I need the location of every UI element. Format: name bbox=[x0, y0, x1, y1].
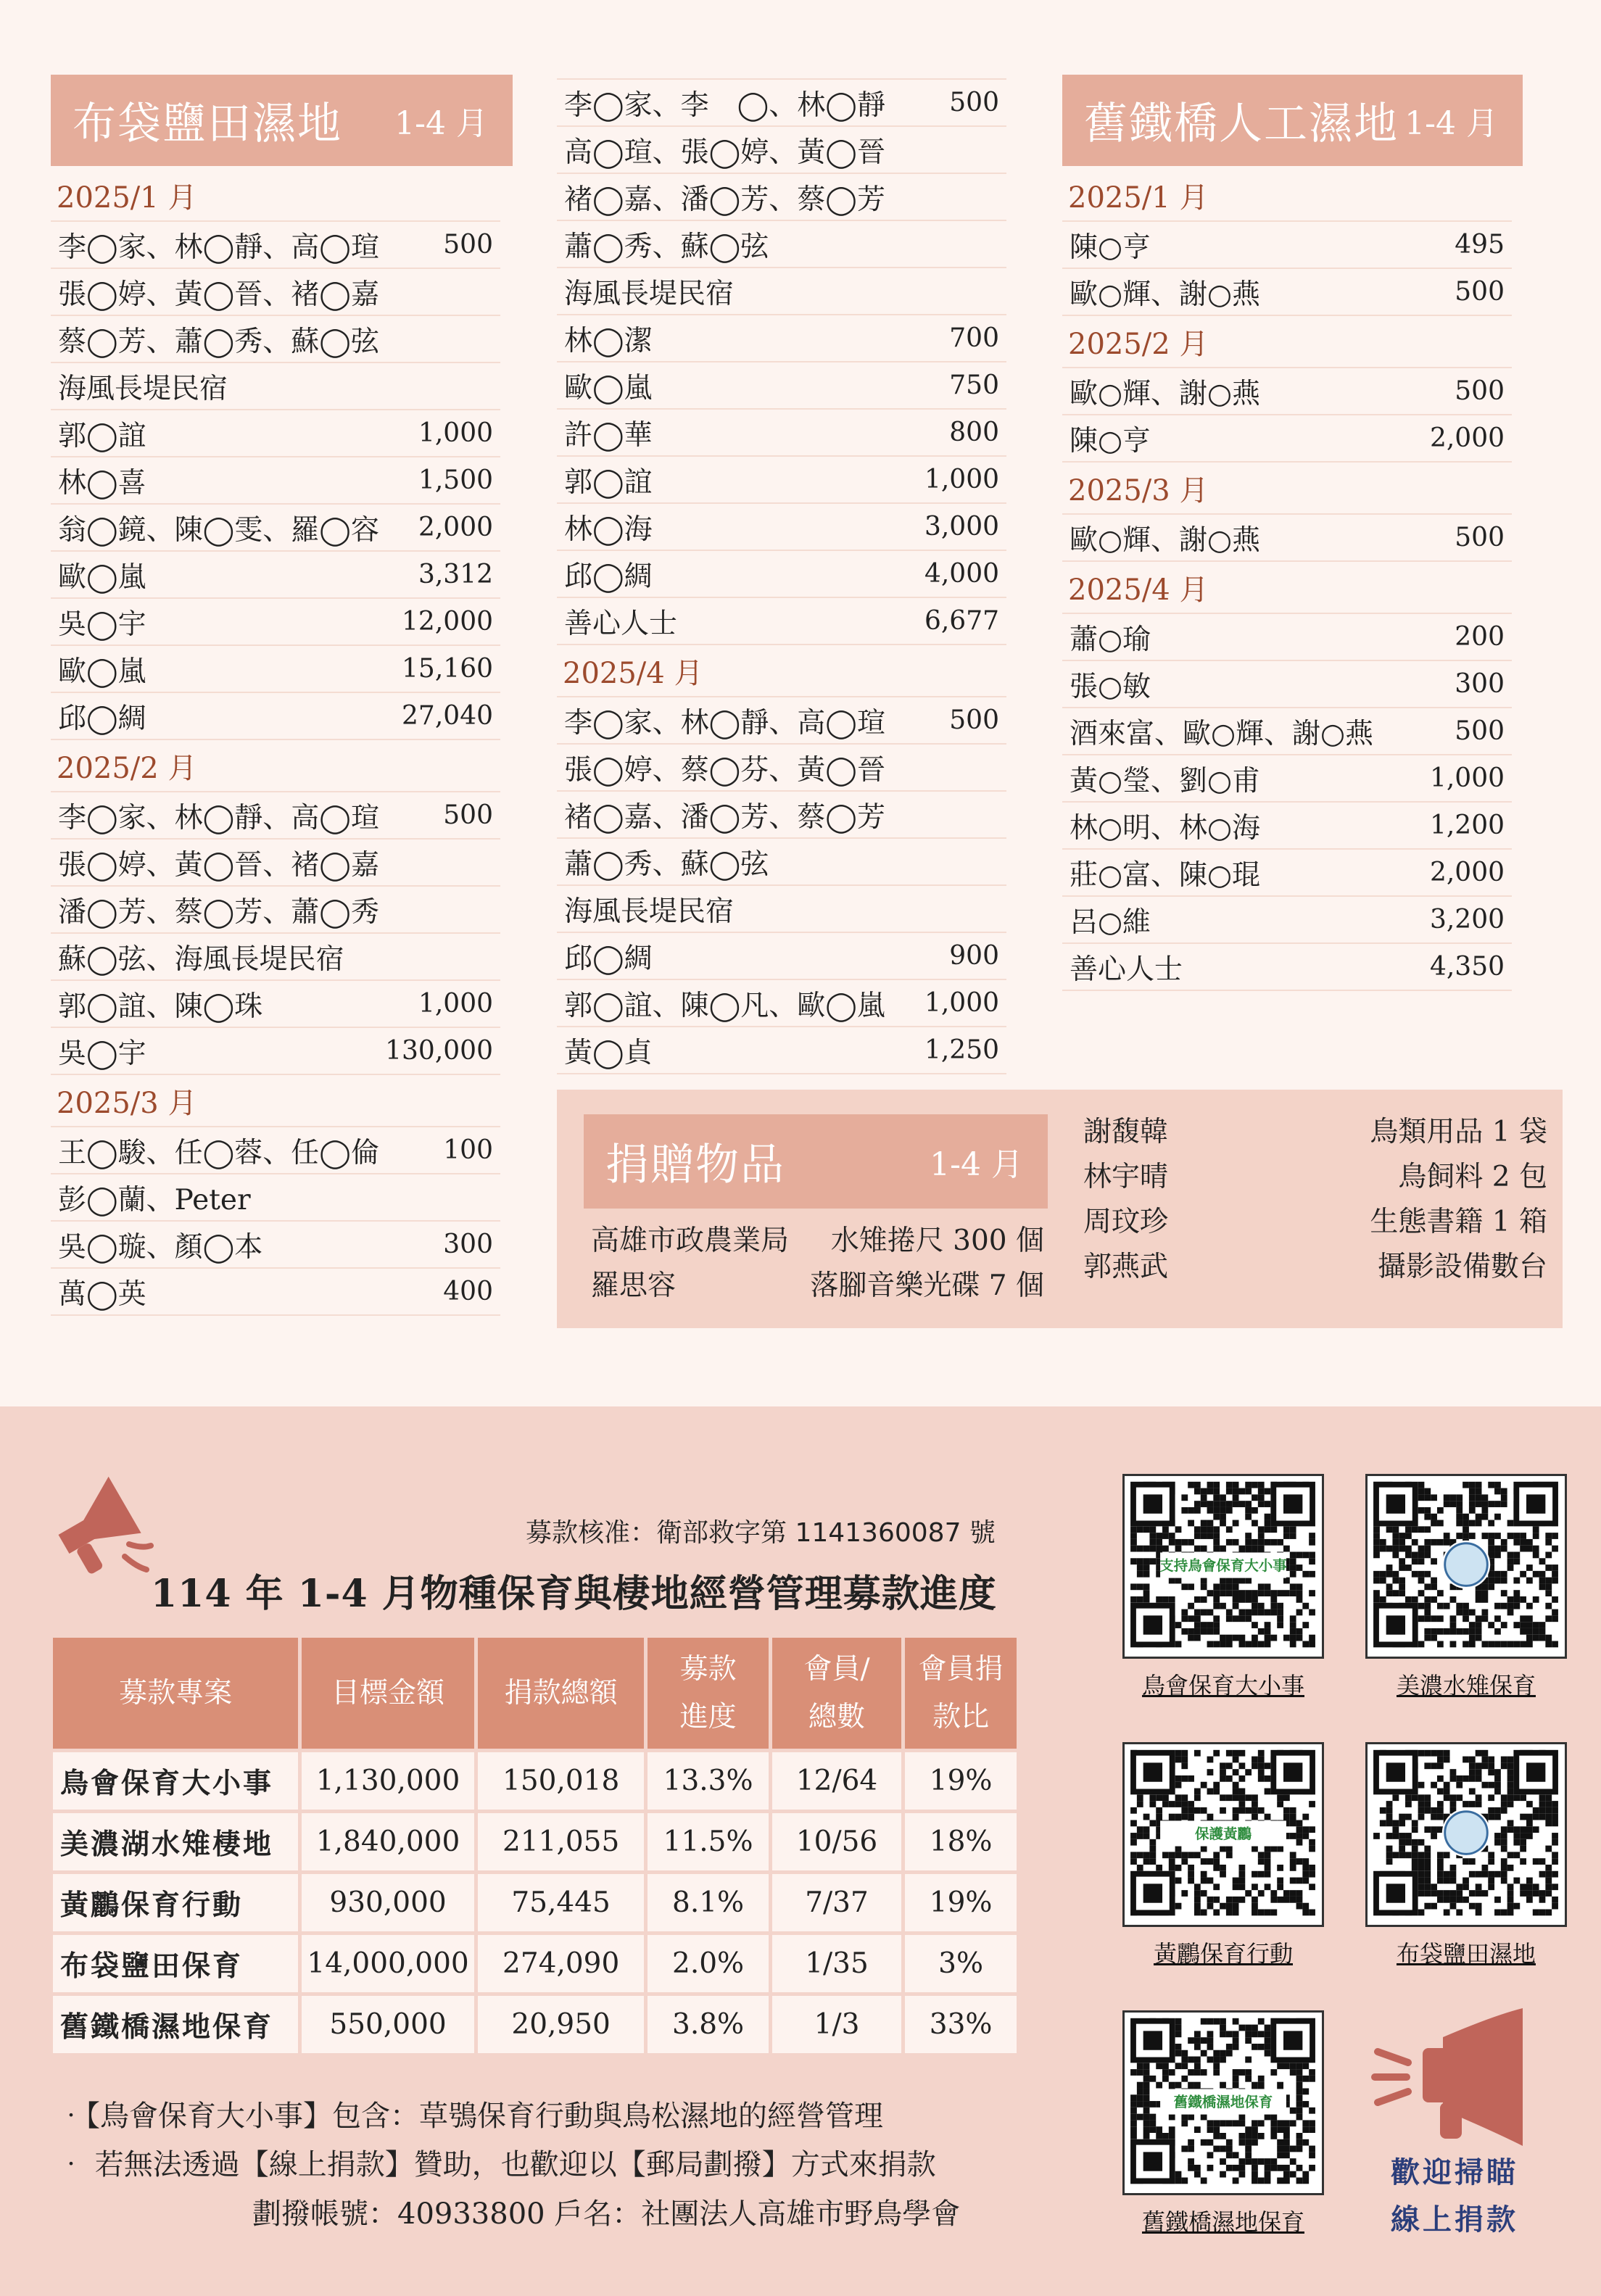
header-progress bbox=[646, 1636, 771, 1751]
donor-row bbox=[557, 933, 1006, 980]
donor-row bbox=[51, 457, 500, 505]
donor-row bbox=[1062, 368, 1512, 415]
cell-pct: 8.1% bbox=[646, 1873, 771, 1934]
gift-row bbox=[584, 1216, 1051, 1261]
donation-amount: 800 bbox=[949, 418, 999, 447]
donor-name: 林○明、林○海 bbox=[1070, 811, 1261, 845]
donor-row bbox=[1062, 269, 1512, 316]
donor-name: 王◯駿、任◯蓉、任◯倫 bbox=[58, 1136, 379, 1169]
donation-amount: 130,000 bbox=[385, 1036, 493, 1066]
donation-amount: 1,000 bbox=[924, 465, 999, 494]
donor-row bbox=[51, 410, 500, 457]
donation-amount: 3,200 bbox=[1429, 905, 1505, 934]
donor-name: 潘◯芳、蔡◯芳、蕭◯秀 bbox=[58, 895, 379, 929]
month-heading: 2025/3 月 bbox=[1062, 467, 1512, 515]
gift-item: 水雉捲尺 300 個 bbox=[830, 1224, 1044, 1257]
donor-name: 海風長堤民宿 bbox=[564, 277, 735, 310]
donation-amount: 495 bbox=[1455, 230, 1505, 260]
donor-row bbox=[557, 598, 1006, 645]
donor-name: 歐◯嵐 bbox=[58, 655, 146, 688]
gift-item: 攝影設備數台 bbox=[1377, 1251, 1547, 1283]
cell-target: 14,000,000 bbox=[300, 1934, 476, 1994]
fundraising-table bbox=[49, 1634, 1020, 2057]
donor-name: 萬◯英 bbox=[58, 1277, 146, 1311]
month-heading: 2025/4 月 bbox=[1062, 566, 1512, 614]
megaphone-icon bbox=[44, 1468, 160, 1577]
donation-amount: 2,000 bbox=[418, 513, 493, 542]
cell-total: 211,055 bbox=[476, 1812, 645, 1873]
donor-name: 邱◯綢 bbox=[58, 702, 146, 735]
donor-row bbox=[1062, 614, 1512, 661]
donation-amount: 1,250 bbox=[924, 1035, 999, 1065]
donor-name: 林◯喜 bbox=[58, 466, 146, 500]
donor-row bbox=[557, 80, 1006, 127]
header-members bbox=[770, 1636, 903, 1751]
donor-name: 黃◯貞 bbox=[564, 1036, 653, 1069]
gift-period: 1-4 月 bbox=[930, 1146, 1023, 1183]
donor-name: 蔡◯芳、蕭◯秀、蘇◯弦 bbox=[58, 325, 379, 358]
qr-code-meinong[interactable] bbox=[1365, 1474, 1567, 1659]
table-header-row bbox=[51, 1636, 1019, 1751]
donation-amount: 1,000 bbox=[418, 989, 493, 1019]
table-row bbox=[51, 1994, 1019, 2055]
donor-name: 郭◯誼、陳◯珠 bbox=[58, 990, 263, 1023]
donor-row bbox=[1062, 661, 1512, 708]
donor-name: 黃○瑩、劉○甫 bbox=[1070, 764, 1261, 797]
donor-name: 林◯潔 bbox=[564, 324, 653, 357]
donor-name: 郭◯誼、陳◯凡、歐◯嵐 bbox=[564, 989, 885, 1022]
cell-members: 7/37 bbox=[770, 1873, 903, 1934]
month-heading: 2025/4 月 bbox=[557, 650, 1006, 697]
donation-amount: 12,000 bbox=[402, 607, 493, 637]
cell-name: 黃鸝保育行動 bbox=[51, 1873, 300, 1934]
gift-item: 生態書籍 1 箱 bbox=[1370, 1206, 1547, 1238]
donor-name: 許◯華 bbox=[564, 418, 653, 452]
qr-label-iron[interactable]: 舊鐵橋濕地保育 bbox=[1141, 2208, 1304, 2236]
donor-row bbox=[557, 504, 1006, 551]
donor-name: 邱◯綢 bbox=[564, 560, 653, 593]
month-heading: 2025/2 月 bbox=[51, 745, 500, 792]
gift-donor: 林宇晴 bbox=[1083, 1161, 1169, 1193]
qr-caption: 支持鳥會保育大小事 bbox=[1159, 1557, 1287, 1574]
gift-row bbox=[1076, 1107, 1555, 1152]
month-heading: 2025/1 月 bbox=[51, 174, 500, 222]
donor-name: 善心人士 bbox=[564, 607, 678, 640]
donor-name: 褚◯嘉、潘◯芳、蔡◯芳 bbox=[564, 800, 885, 834]
cell-pct: 11.5% bbox=[646, 1812, 771, 1873]
donor-row bbox=[557, 174, 1006, 221]
donor-name: 高◯瑄、張◯婷、黃◯晉 bbox=[564, 136, 885, 169]
iron-period: 1-4 月 bbox=[1405, 105, 1498, 142]
donor-name: 李◯家、李 ◯、林◯靜 bbox=[564, 88, 885, 122]
donation-amount: 500 bbox=[1455, 523, 1505, 552]
header-target: 目標金額 bbox=[300, 1636, 476, 1751]
donation-amount: 750 bbox=[949, 370, 999, 400]
donation-amount: 27,040 bbox=[402, 701, 493, 731]
donation-amount: 500 bbox=[1455, 277, 1505, 307]
gift-row bbox=[1076, 1242, 1555, 1287]
donor-name: 張◯婷、蔡◯芬、黃◯晉 bbox=[564, 753, 885, 787]
qr-label-birdclub[interactable]: 鳥會保育大小事 bbox=[1141, 1672, 1304, 1699]
donor-row bbox=[51, 1028, 500, 1075]
donor-name: 蕭◯秀、蘇◯弦 bbox=[564, 847, 769, 881]
qr-caption: 舊鐵橋濕地保育 bbox=[1173, 2093, 1273, 2110]
month-heading: 2025/3 月 bbox=[51, 1079, 500, 1127]
cell-pct: 2.0% bbox=[646, 1934, 771, 1994]
donor-row bbox=[51, 505, 500, 552]
donation-amount: 500 bbox=[949, 705, 999, 735]
cell-name: 鳥會保育大小事 bbox=[51, 1751, 300, 1812]
donor-row bbox=[1062, 755, 1512, 803]
donor-name: 陳○亨 bbox=[1070, 424, 1151, 457]
donor-row bbox=[51, 269, 500, 316]
donor-name: 翁◯鏡、陳◯雯、羅◯容 bbox=[58, 513, 379, 547]
donor-row bbox=[51, 840, 500, 887]
gift-row bbox=[1076, 1152, 1555, 1197]
donation-amount: 6,677 bbox=[924, 606, 999, 636]
qr-caption: 保護黃鸝 bbox=[1194, 1825, 1252, 1842]
donor-row bbox=[1062, 850, 1512, 897]
gift-title: 捐贈物品 bbox=[605, 1140, 785, 1190]
donor-name: 吳◯宇 bbox=[58, 1037, 146, 1070]
gift-donor: 高雄市政農業局 bbox=[591, 1224, 790, 1257]
donor-row bbox=[1062, 515, 1512, 562]
donor-name: 李◯家、林◯靜、高◯瑄 bbox=[58, 801, 379, 834]
donor-name: 歐○輝、謝○燕 bbox=[1070, 523, 1261, 557]
header-project: 募款專案 bbox=[51, 1636, 300, 1751]
donor-row bbox=[557, 127, 1006, 174]
donor-row bbox=[1062, 897, 1512, 944]
donor-name: 蘇◯弦、海風長堤民宿 bbox=[58, 942, 344, 976]
donation-amount: 2,000 bbox=[1429, 858, 1505, 887]
donor-row bbox=[557, 315, 1006, 362]
qr-code-oriole[interactable] bbox=[1122, 1742, 1324, 1927]
cell-target: 1,130,000 bbox=[300, 1751, 476, 1812]
qr-code-birdclub[interactable] bbox=[1122, 1474, 1324, 1659]
donor-row bbox=[557, 886, 1006, 933]
gift-row bbox=[584, 1261, 1051, 1306]
header-ratio-label: 會員捐款比 bbox=[918, 1652, 1004, 1733]
cell-ratio: 33% bbox=[903, 1994, 1019, 2055]
donation-amount: 300 bbox=[443, 1230, 493, 1259]
donor-row bbox=[51, 222, 500, 269]
donor-row bbox=[557, 268, 1006, 315]
donor-row bbox=[51, 1174, 500, 1222]
donor-row bbox=[1062, 708, 1512, 755]
gift-banner bbox=[584, 1114, 1048, 1209]
donor-row bbox=[51, 1222, 500, 1269]
donor-row bbox=[51, 1269, 500, 1316]
donor-row bbox=[557, 697, 1006, 745]
gift-item: 落腳音樂光碟 7 個 bbox=[810, 1269, 1044, 1302]
donation-amount: 3,000 bbox=[924, 512, 999, 542]
donation-amount: 4,000 bbox=[924, 559, 999, 589]
cell-ratio: 18% bbox=[903, 1812, 1019, 1873]
cell-total: 20,950 bbox=[476, 1994, 645, 2055]
gift-donor: 謝馥韓 bbox=[1083, 1116, 1169, 1148]
gift-item: 鳥飼料 2 包 bbox=[1398, 1161, 1547, 1193]
donation-amount: 3,312 bbox=[418, 560, 493, 589]
cell-ratio: 19% bbox=[903, 1873, 1019, 1934]
header-total: 捐款總額 bbox=[476, 1636, 645, 1751]
cell-members: 12/64 bbox=[770, 1751, 903, 1812]
donor-name: 李◯家、林◯靜、高◯瑄 bbox=[564, 706, 885, 739]
donor-row bbox=[1062, 803, 1512, 850]
donation-amount: 200 bbox=[1455, 622, 1505, 652]
donor-row bbox=[51, 599, 500, 646]
donor-row bbox=[557, 410, 1006, 457]
donor-name: 善心人士 bbox=[1070, 953, 1183, 986]
donor-name: 李◯家、林◯靜、高◯瑄 bbox=[58, 231, 379, 264]
donor-row bbox=[557, 745, 1006, 792]
donor-name: 吳◯宇 bbox=[58, 608, 146, 641]
cell-total: 274,090 bbox=[476, 1934, 645, 1994]
donor-row bbox=[51, 646, 500, 693]
qr-code-budai[interactable] bbox=[1365, 1742, 1567, 1927]
donation-amount: 1,000 bbox=[1429, 763, 1505, 793]
donor-row bbox=[51, 792, 500, 840]
donor-name: 海風長堤民宿 bbox=[564, 895, 735, 928]
table-row bbox=[51, 1751, 1019, 1812]
note-2: ‧ 若無法透過【線上捐款】贊助，也歡迎以【郵局劃撥】方式來捐款 bbox=[57, 2148, 936, 2181]
qr-label-meinong[interactable]: 美濃水雉保育 bbox=[1396, 1672, 1536, 1699]
donation-amount: 900 bbox=[949, 941, 999, 971]
donor-name: 呂○維 bbox=[1070, 905, 1151, 939]
cell-total: 75,445 bbox=[476, 1873, 645, 1934]
cta-line1: 歡迎掃瞄 bbox=[1391, 2156, 1518, 2189]
donor-row bbox=[557, 839, 1006, 886]
donor-row bbox=[51, 552, 500, 599]
donor-name: 彭◯蘭、Peter bbox=[58, 1183, 251, 1217]
donation-amount: 700 bbox=[949, 323, 999, 353]
cell-target: 550,000 bbox=[300, 1994, 476, 2055]
cell-name: 舊鐵橋濕地保育 bbox=[51, 1994, 300, 2055]
donor-row bbox=[557, 792, 1006, 839]
donor-row bbox=[51, 316, 500, 363]
qr-label-budai[interactable]: 布袋鹽田濕地 bbox=[1396, 1940, 1536, 1968]
donation-amount: 1,000 bbox=[418, 418, 493, 448]
donor-name: 蕭○瑜 bbox=[1070, 623, 1151, 656]
donor-name: 莊○富、陳○琨 bbox=[1070, 858, 1261, 892]
progress-title: 114 年 1-4 月物種保育與棲地經營管理募款進度 bbox=[151, 1572, 997, 1616]
donor-row bbox=[557, 1027, 1006, 1074]
cta-line2: 線上捐款 bbox=[1391, 2203, 1518, 2237]
donor-row bbox=[51, 934, 500, 981]
cell-ratio: 3% bbox=[903, 1934, 1019, 1994]
donor-name: 歐○輝、謝○燕 bbox=[1070, 377, 1261, 410]
gift-donor: 郭燕武 bbox=[1083, 1251, 1169, 1283]
iron-donor-list bbox=[1062, 174, 1512, 991]
table-row bbox=[51, 1934, 1019, 1994]
table-row bbox=[51, 1873, 1019, 1934]
donor-name: 酒來富、歐○輝、謝○燕 bbox=[1070, 717, 1374, 750]
gift-donor: 周玟珍 bbox=[1083, 1206, 1169, 1238]
qr-label-oriole[interactable]: 黃鸝保育行動 bbox=[1153, 1940, 1293, 1968]
budai-title: 布袋鹽田濕地 bbox=[73, 99, 342, 149]
budai-donor-list-continued bbox=[557, 78, 1006, 1074]
gift-list-left bbox=[584, 1216, 1051, 1306]
donor-name: 吳◯璇、顏◯本 bbox=[58, 1230, 263, 1264]
cell-target: 930,000 bbox=[300, 1873, 476, 1934]
cell-name: 布袋鹽田保育 bbox=[51, 1934, 300, 1994]
cell-members: 1/35 bbox=[770, 1934, 903, 1994]
donor-name: 海風長堤民宿 bbox=[58, 372, 228, 405]
donor-name: 邱◯綢 bbox=[564, 942, 653, 975]
donor-name: 郭◯誼 bbox=[58, 419, 146, 452]
approval-text: 募款核准：衛部救字第 1141360087 號 bbox=[526, 1518, 996, 1548]
cell-pct: 3.8% bbox=[646, 1994, 771, 2055]
donor-row bbox=[51, 363, 500, 410]
donation-amount: 400 bbox=[443, 1277, 493, 1306]
donation-amount: 1,200 bbox=[1429, 811, 1505, 840]
month-heading: 2025/1 月 bbox=[1062, 174, 1512, 222]
donor-name: 陳○亨 bbox=[1070, 231, 1151, 264]
cell-target: 1,840,000 bbox=[300, 1812, 476, 1873]
donor-name: 郭◯誼 bbox=[564, 465, 653, 499]
donor-row bbox=[557, 221, 1006, 268]
donor-row bbox=[557, 980, 1006, 1027]
cell-ratio: 19% bbox=[903, 1751, 1019, 1812]
donor-name: 張○敏 bbox=[1070, 670, 1151, 703]
donation-amount: 1,000 bbox=[924, 988, 999, 1018]
donor-row bbox=[557, 551, 1006, 598]
donation-amount: 500 bbox=[443, 800, 493, 830]
header-ratio bbox=[903, 1636, 1019, 1751]
donor-row bbox=[51, 1127, 500, 1174]
iron-title: 舊鐵橋人工濕地 bbox=[1084, 99, 1399, 149]
month-heading: 2025/2 月 bbox=[1062, 320, 1512, 368]
donor-row bbox=[1062, 415, 1512, 463]
donation-amount: 1,500 bbox=[418, 465, 493, 495]
budai-period: 1-4 月 bbox=[394, 105, 488, 142]
donor-name: 褚◯嘉、潘◯芳、蔡◯芳 bbox=[564, 183, 885, 216]
donation-amount: 15,160 bbox=[402, 654, 493, 684]
donor-row bbox=[1062, 944, 1512, 991]
account-info: 劃撥帳號：40933800 戶名：社團法人高雄市野鳥學會 bbox=[252, 2197, 961, 2231]
donor-row bbox=[557, 457, 1006, 504]
donation-amount: 500 bbox=[1455, 376, 1505, 406]
cell-pct: 13.3% bbox=[646, 1751, 771, 1812]
donor-name: 歐◯嵐 bbox=[58, 560, 146, 594]
cell-total: 150,018 bbox=[476, 1751, 645, 1812]
megaphone-icon-cta bbox=[1370, 2008, 1544, 2146]
donor-row bbox=[51, 887, 500, 934]
note-1: ‧【鳥會保育大小事】包含：草鴞保育行動與鳥松濕地的經營管理 bbox=[57, 2100, 883, 2133]
donor-row bbox=[1062, 222, 1512, 269]
header-members-label: 會員/總數 bbox=[803, 1652, 870, 1733]
donor-name: 張◯婷、黃◯晉、褚◯嘉 bbox=[58, 278, 379, 311]
donation-amount: 500 bbox=[443, 230, 493, 260]
cell-name: 美濃湖水雉棲地 bbox=[51, 1812, 300, 1873]
header-progress-label: 募款進度 bbox=[679, 1652, 737, 1733]
donor-name: 歐○輝、謝○燕 bbox=[1070, 278, 1261, 311]
table-row bbox=[51, 1812, 1019, 1873]
donation-amount: 100 bbox=[443, 1135, 493, 1165]
gift-donor: 羅思容 bbox=[591, 1269, 677, 1302]
donation-amount: 500 bbox=[1455, 716, 1505, 746]
donation-amount: 500 bbox=[949, 88, 999, 117]
donor-name: 張◯婷、黃◯晉、褚◯嘉 bbox=[58, 848, 379, 882]
qr-code-iron[interactable] bbox=[1122, 2010, 1324, 2195]
donor-name: 蕭◯秀、蘇◯弦 bbox=[564, 230, 769, 263]
gift-row bbox=[1076, 1197, 1555, 1242]
gift-item: 鳥類用品 1 袋 bbox=[1370, 1116, 1547, 1148]
cell-members: 10/56 bbox=[770, 1812, 903, 1873]
donation-amount: 4,350 bbox=[1429, 952, 1505, 982]
budai-donor-list bbox=[51, 174, 500, 1316]
cell-members: 1/3 bbox=[770, 1994, 903, 2055]
donor-name: 林◯海 bbox=[564, 513, 653, 546]
donation-amount: 2,000 bbox=[1429, 423, 1505, 453]
donation-amount: 300 bbox=[1455, 669, 1505, 699]
donor-row bbox=[557, 362, 1006, 410]
donor-row bbox=[51, 693, 500, 740]
budai-banner bbox=[51, 75, 513, 166]
gift-list-right bbox=[1076, 1107, 1555, 1287]
gift-box bbox=[557, 1090, 1563, 1328]
donor-row bbox=[51, 981, 500, 1028]
iron-banner bbox=[1062, 75, 1523, 166]
donor-name: 歐◯嵐 bbox=[564, 371, 653, 405]
